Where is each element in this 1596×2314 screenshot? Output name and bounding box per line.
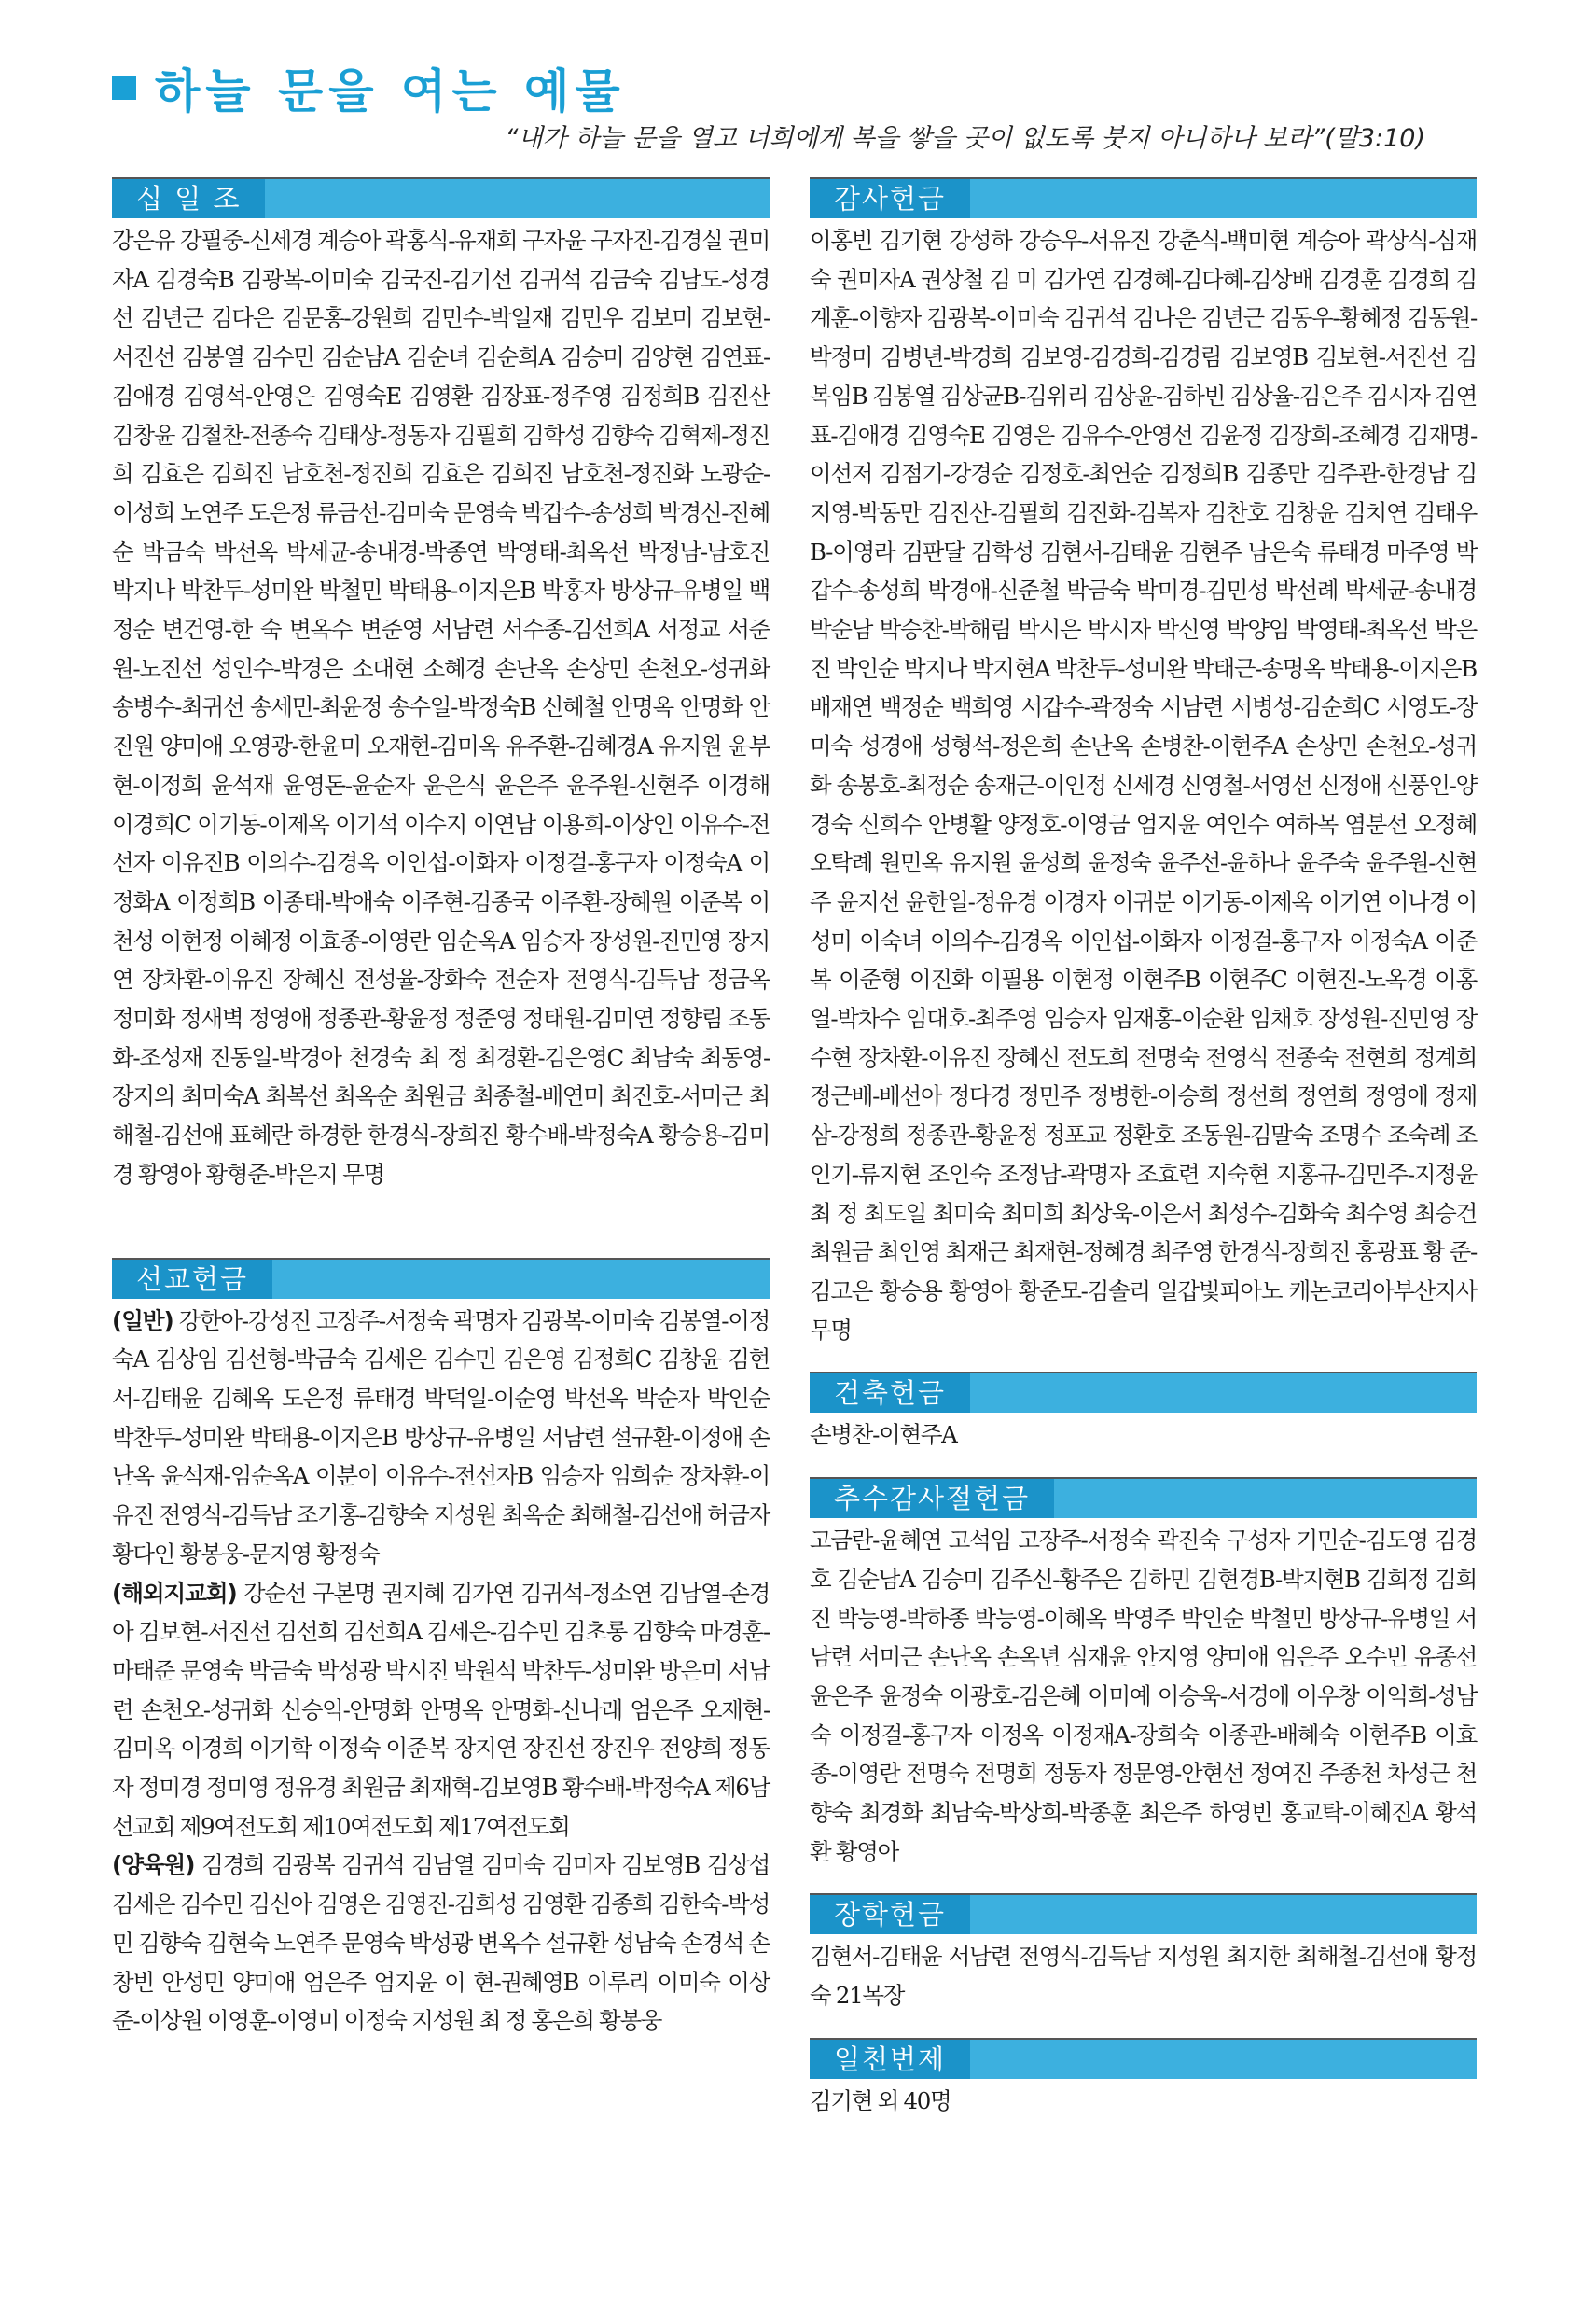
section-label: 감사헌금 <box>810 179 970 218</box>
scripture-quote: “내가 하늘 문을 열고 너희에게 복을 쌓을 곳이 없도록 붓지 아니하나 보라”(말3:10) <box>505 124 1425 153</box>
right-column <box>810 177 1477 2121</box>
group-label: (일반) <box>112 1306 173 1334</box>
group-names: 김경희 김광복 김귀석 김남열 김미숙 김미자 김보영B 김상섭 김세은 김수민 김신아 김영은 김영진-김희성 김영환 김종희 김한숙-박성민 김향숙 김현숙 노연주 문영숙 박성광 변옥수 설규환 성남숙 손경석 손창빈 안성민 양미애 엄은주 엄지윤 이 현-권혜영B 이루리 이미숙 이상준-이상원 이영훈-이영미 이정숙 지성원 최 정 홍은희 황봉웅 <box>112 1851 770 2035</box>
section-header-mission <box>112 1258 770 1299</box>
thanks-names: 이홍빈 김기현 강성하 강승우-서유진 강춘식-백미현 계승아 곽상식-심재숙 권미자A 권상철 김 미 김가연 김경혜-김다혜-김상배 김경훈 김경희 김계훈-이향자 김광복-이미숙 김귀석 김나은 김년근 김동우-황혜정 김동원-박정미 김병년-박경희 김보영-김경희-김경림 김보영B 김보현-서진선 김복임B 김봉열 김상균B-김위리 김상윤-김하빈 김상율-김은주 김시자 김연표-김애경 김영숙E 김영은 김유수-안영선 김윤정 김장희-조혜경 김재명-이선저 김점기-강경순 김정호-최연순 김정희B 김종만 김주관-한경남 김지영-박동만 김진산-김필희 김진화-김복자 김찬호 김창윤 김치연 김태우B-이영라 김판달 김학성 김현서-김태윤 김현주 남은숙 류태경 마주영 박갑수-송성희 박경애-신준철 박금숙 박미경-김민성 박선례 박세균-송내경 박순남 박승찬-박해림 박시은 박시자 박신영 박양임 박영태-최옥선 박은진 박인순 박지나 박지현A 박찬두-성미완 박태근-송명옥 박태용-이지은B 배재연 백정순 백희영 서갑수-곽정숙 서남련 서병성-김순희C 서영도-장미숙 성경애 성형석-정은희 손난옥 손병찬-이현주A 손상민 손천오-성귀화 송봉호-최정순 송재근-이인정 신세경 신영철-서영선 신정애 신풍인-양경숙 신희수 안병활 양정호-이영금 엄지윤 여인수 여하목 염분선 오정혜 오탁례 원민옥 유지원 윤성희 윤정숙 윤주선-윤하나 윤주숙 윤주원-신현주 윤지선 윤한일-정유경 이경자 이귀분 이기동-이제옥 이기연 이나경 이성미 이숙녀 이의수-김경옥 이인섭-이화자 이정걸-홍구자 이정숙A 이준복 이준형 이진화 이필용 이현정 이현주B 이현주C 이현진-노옥경 이홍열-박차수 임대호-최주영 임승자 임재홍-이순환 임채호 장성원-진민영 장수현 장차환-이유진 장혜신 전도희 전명숙 전영식 전종숙 전현희 정계희 정근배-배선아 정다경 정민주 정병한-이승희 정선희 정연희 정영애 정재삼-강정희 정종관-황윤정 정포교 정환호 조동원-김말숙 조명수 조숙례 조인기-류지현 조인숙 조정남-곽명자 조효련 지숙현 지홍규-김민주-지정윤 최 정 최도일 최미숙 최미희 최상욱-이은서 최성수-김화숙 최수영 최승건 최원금 최인영 최재근 최재현-정혜경 최주영 한경식-장희진 홍광표 황 준-김고은 황승용 황영아 황준모-김솔리 일갑빛피아노 캐논코리아부산지사 무명 <box>810 227 1477 1344</box>
section-header-scholarship <box>810 1893 1477 1934</box>
section-label: 일천번제 <box>810 2040 970 2079</box>
square-bullet-icon <box>112 76 136 100</box>
left-column <box>112 177 770 2041</box>
section-header-harvest <box>810 1477 1477 1518</box>
thousand-names: 김기현 외 40명 <box>810 2086 951 2114</box>
harvest-names: 고금란-윤혜연 고석임 고장주-서정숙 곽진숙 구성자 기민순-김도영 김경호 김순남A 김승미 김주신-황주은 김하민 김현경B-박지현B 김희정 김희진 박능영-박하종 박능영-이혜옥 박영주 박인순 박철민 방상규-유병일 서남련 서미근 손난옥 손옥년 심재윤 안지영 양미애 엄은주 오수빈 유종선 윤은주 윤정숙 이광호-김은혜 이미예 이승욱-서경애 이우창 이익희-성남숙 이정걸-홍구자 이정옥 이정재A-장희숙 이종관-배혜숙 이현주B 이효종-이영란 전명숙 전명희 정동자 정문영-안현선 정여진 주종천 차성근 천향숙 최경화 최남숙-박상희-박종훈 최은주 하영빈 홍교탁-이혜진A 황석환 황영아 <box>810 1526 1477 1865</box>
section-label: 추수감사절헌금 <box>810 1479 1054 1518</box>
tithe-names: 강은유 강필중-신세경 계승아 곽홍식-유재희 구자윤 구자진-김경실 권미자A 김경숙B 김광복-이미숙 김국진-김기선 김귀석 김금숙 김남도-성경선 김년근 김다은 김문홍-강원희 김민수-박일재 김민우 김보미 김보현-서진선 김봉열 김수민 김순남A 김순녀 김순희A 김승미 김양현 김연표-김애경 김영석-안영은 김영숙E 김영환 김장표-정주영 김정희B 김진산 김창윤 김철찬-전종숙 김태상-정동자 김필희 김학성 김향숙 김혁제-정진희 김효은 김희진 남호천-정진희 김효은 김희진 남호천-정진화 노광순-이성희 노연주 도은정 류금선-김미숙 문영숙 박갑수-송성희 박경신-전혜순 박금숙 박선옥 박세균-송내경-박종연 박영태-최옥선 박정남-남호진 박지나 박찬두-성미완 박철민 박태용-이지은B 박홍자 방상규-유병일 백정순 변건영-한 숙 변옥수 변준영 서남련 서수종-김선희A 서정교 서준원-노진선 성인수-박경은 소대현 소혜경 손난옥 손상민 손천오-성귀화 송병수-최귀선 송세민-최윤정 송수일-박정숙B 신혜철 안명옥 안명화 안진원 양미애 오영광-한윤미 오재현-김미옥 유주환-김혜경A 유지원 윤부현-이정희 윤석재 윤영돈-윤순자 윤은식 윤은주 윤주원-신현주 이경해 이경희C 이기동-이제옥 이기석 이수지 이연남 이용희-이상인 이유수-전선자 이유진B 이의수-김경옥 이인섭-이화자 이정걸-홍구자 이정숙A 이정화A 이정희B 이종태-박애숙 이주현-김종국 이주환-장혜원 이준복 이천성 이현정 이혜정 이효종-이영란 임순옥A 임승자 장성원-진민영 장지연 장차환-이유진 장혜신 전성율-장화숙 전순자 전영식-김득남 정금옥 정미화 정새벽 정영애 정종관-황윤정 정준영 정태원-김미연 정향림 조동화-조성재 진동일-박경아 천경숙 최 정 최경환-김은영C 최남숙 최동영-장지의 최미숙A 최복선 최옥순 최원금 최종철-배연미 최진호-서미근 최해철-김선애 표혜란 하경한 한경식-장희진 황수배-박정숙A 황승용-김미경 황영아 황형준-박은지 무명 <box>112 227 770 1188</box>
section-header-building <box>810 1372 1477 1413</box>
title-text: 하늘 문을 여는 예물 <box>155 64 626 118</box>
mission-names <box>112 1299 770 2041</box>
section-header-tithe <box>112 177 770 218</box>
section-header-thanks <box>810 177 1477 218</box>
scholarship-names: 김현서-김태윤 서남련 전영식-김득남 지성원 최지한 최해철-김선애 황정숙 21목장 <box>810 1943 1477 2010</box>
section-header-thousand <box>810 2038 1477 2079</box>
page-header <box>112 54 1492 153</box>
section-label: 건축헌금 <box>810 1373 970 1413</box>
group-names: 강한아-강성진 고장주-서정숙 곽명자 김광복-이미숙 김봉열-이정숙A 김상임 김선형-박금숙 김세은 김수민 김은영 김정희C 김창윤 김현서-김태윤 김혜옥 도은정 류태경 박덕일-이순영 박선옥 박순자 박인순 박찬두-성미완 박태용-이지은B 방상규-유병일 서남련 설규환-이정애 손난옥 윤석재-임순옥A 이분이 이유수-전선자B 임승자 임희순 장차환-이유진 전영식-김득남 조기홍-김향숙 지성원 최옥순 최해철-김선애 허금자 황다인 황봉웅-문지영 황정숙 <box>112 1306 770 1568</box>
building-names: 손병찬-이현주A <box>810 1421 957 1449</box>
section-label: 십 일 조 <box>112 179 265 218</box>
group-label: (양육원) <box>112 1851 195 1879</box>
group-names: 강순선 구본명 권지혜 김가연 김귀석-정소연 김남열-손경아 김보현-서진선 김선희 김선희A 김세은-김수민 김초롱 김향숙 마경훈-마태준 문영숙 박금숙 박성광 박시진 박원석 박찬두-성미완 방은미 서남련 손천오-성귀화 신승익-안명화 안명옥 안명화-신나래 엄은주 오재현-김미옥 이경희 이기학 이정숙 이준복 장지연 장진선 장진우 전양희 정동자 정미경 정미영 정유경 최원금 최재혁-김보영B 황수배-박정숙A 제6남선교회 제9여전도회 제10여전도회 제17여전도회 <box>112 1579 770 1840</box>
section-label: 장학헌금 <box>810 1895 970 1934</box>
section-label: 선교헌금 <box>112 1260 272 1299</box>
group-label: (해외지교회) <box>112 1579 237 1607</box>
page-title <box>112 54 1492 121</box>
